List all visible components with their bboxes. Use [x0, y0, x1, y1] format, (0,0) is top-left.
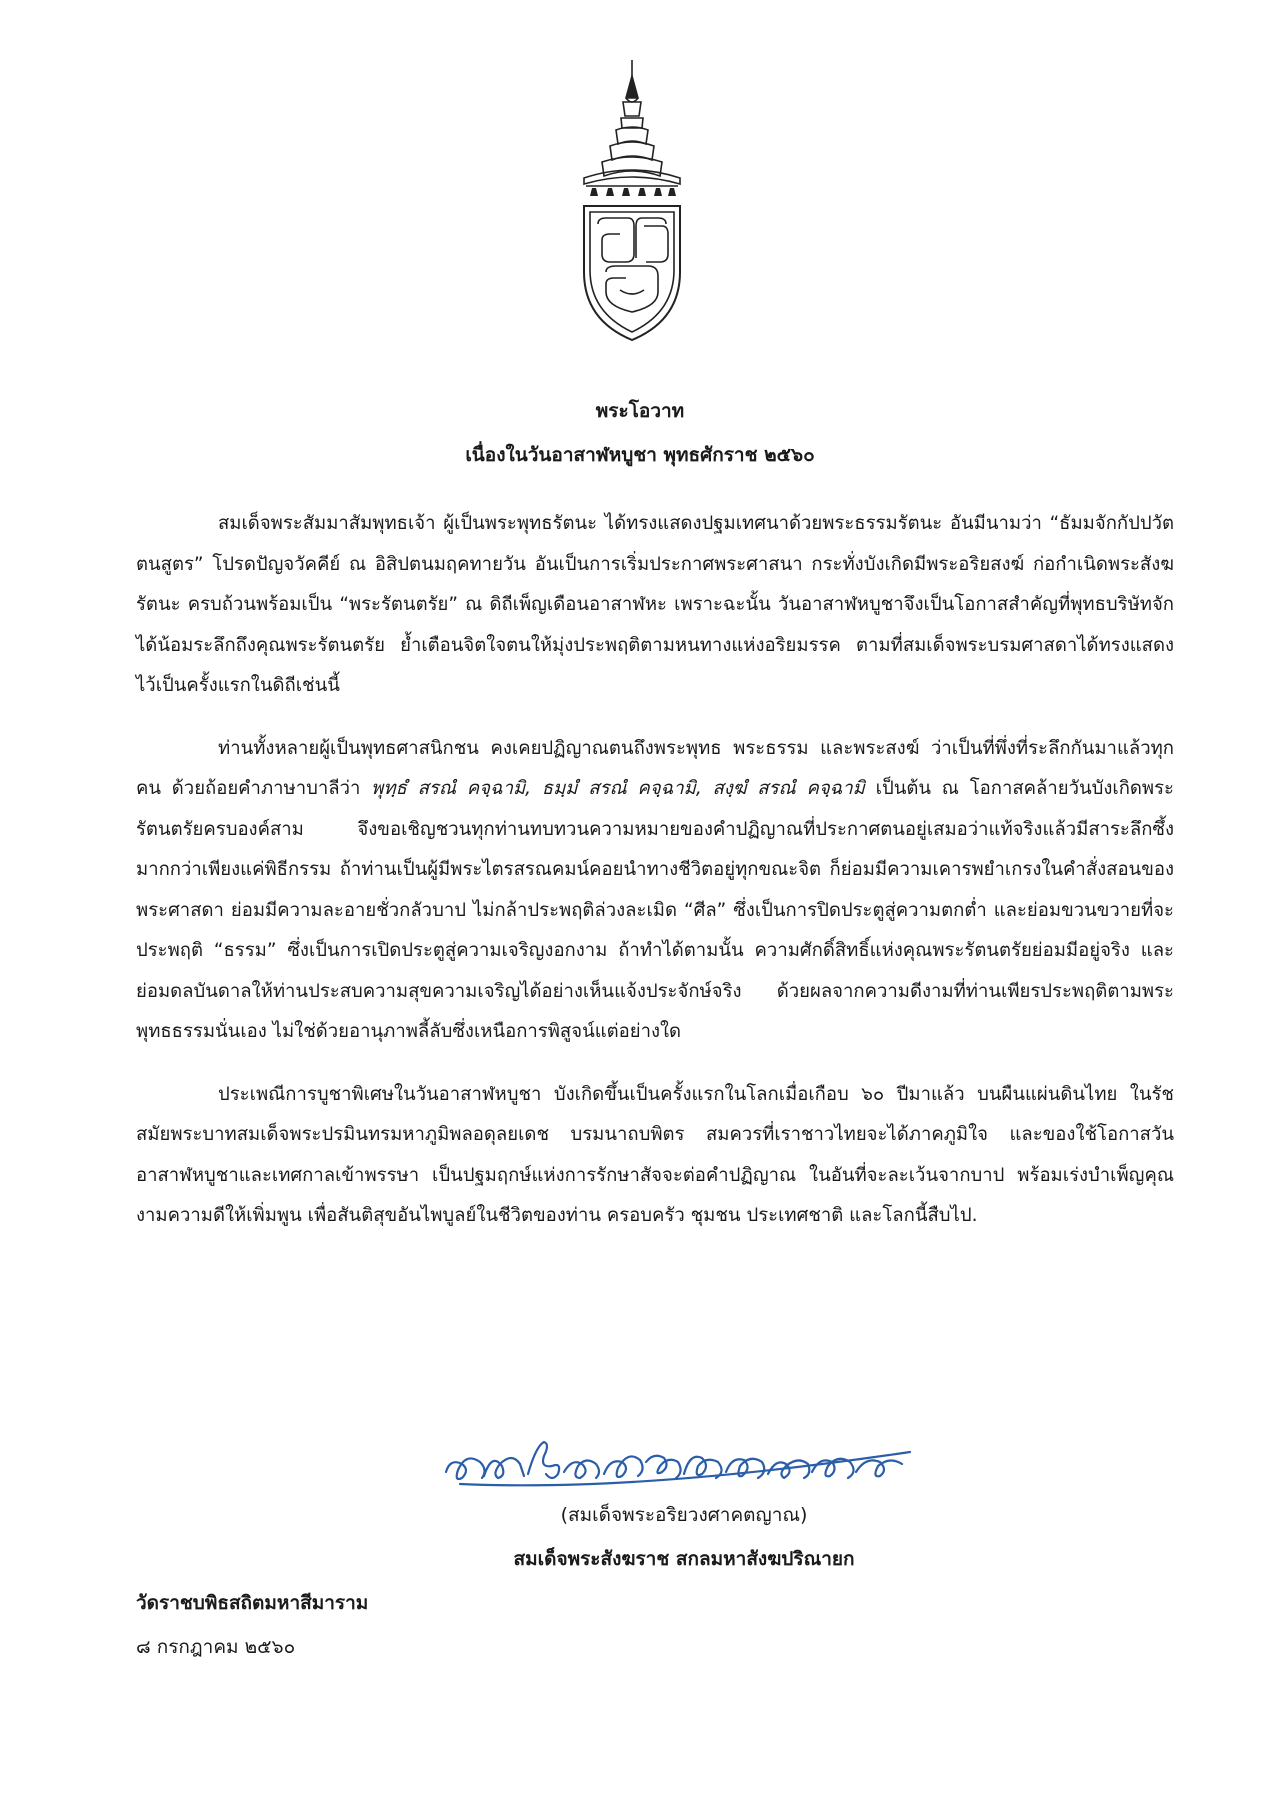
letter-body [136, 504, 1174, 1259]
paragraph-1 [136, 504, 1174, 707]
signer-title: สมเด็จพระสังฆราช สกลมหาสังฆปริณายก [513, 1548, 855, 1570]
paragraph-2-text-b: เป็นต้น ณ โอกาสคล้ายวันบังเกิดพระรัตนตรัยครบองค์สาม จึงขอเชิญชวนทุกท่านทบทวนความหมายของคำปฏิญาณที่ประกาศตนอยู่เสมอว่าแท้จริงแล้วมีสาระลึกซึ้งมากกว่าเพียงแค่พิธีกรรม ถ้าท่านเป็นผู้มีพระไตรสรณคมน์คอยนำทางชีวิตอยู่ทุกขณะจิต ก็ย่อมมีความเคารพยำเกรงในคำสั่งสอนของพระศาสดา ย่อมมีความละอายชั่วกลัวบาป ไม่กล้าประพฤติล่วงละเมิด “ศีล” ซึ่งเป็นการปิดประตูสู่ความตกต่ำ และย่อมขวนขวายที่จะประพฤติ “ธรรม” ซึ่งเป็นการเปิดประตูสู่ความเจริญงอกงาม ถ้าทำได้ตามนั้น ความศักดิ์สิทธิ์แห่งคุณพระรัตนตรัยย่อมมีอยู่จริง และย่อมดลบันดาลให้ท่านประสบความสุขความเจริญได้อย่างเห็นแจ้งประจักษ์จริง ด้วยผลจากความดีงามที่ท่านเพียรประพฤติตามพระพุทธธรรมนั่นเอง ไม่ใช่ด้วยอานุภาพลี้ลับซึ่งเหนือการพิสูจน์แต่อย่างใด [136, 778, 1174, 1042]
document-date: ๘ กรกฎาคม ๒๕๖๐ [136, 1636, 296, 1658]
paragraph-1-text: สมเด็จพระสัมมาสัมพุทธเจ้า ผู้เป็นพระพุทธรัตนะ ได้ทรงแสดงปฐมเทศนาด้วยพระธรรมรัตนะ อันมีนามว่า “ธัมมจักกัปปวัตตนสูตร” โปรดปัญจวัคคีย์ ณ อิสิปตนมฤคทายวัน อันเป็นการเริ่มประกาศพระศาสนา กระทั่งบังเกิดมีพระอริยสงฆ์ ก่อกำเนิดพระสังฆรัตนะ ครบถ้วนพร้อมเป็น “พระรัตนตรัย” ณ ดิถีเพ็ญเดือนอาสาฬหะ เพราะฉะนั้น วันอาสาฬหบูชาจึงเป็นโอกาสสำคัญที่พุทธบริษัทจักได้น้อมระลึกถึงคุณพระรัตนตรัย ย้ำเตือนจิตใจตนให้มุ่งประพฤติตามหนทางแห่งอริยมรรค ตามที่สมเด็จพระบรมศาสดาได้ทรงแสดงไว้เป็นครั้งแรกในดิถีเช่นนี้ [136, 513, 1174, 696]
royal-emblem-icon [576, 58, 688, 342]
paragraph-3-text: ประเพณีการบูชาพิเศษในวันอาสาฬหบูชา บังเกิดขึ้นเป็นครั้งแรกในโลกเมื่อเกือบ ๖๐ ปีมาแล้ว บนผืนแผ่นดินไทย ในรัชสมัยพระบาทสมเด็จพระปรมินทรมหาภูมิพลอดุลยเดช บรมนาถบพิตร สมควรที่เราชาวไทยจะได้ภาคภูมิใจ และของใช้โอกาสวันอาสาฬหบูชาและเทศกาลเข้าพรรษา เป็นปฐมฤกษ์แห่งการรักษาสัจจะต่อคำปฏิญาณ ในอันที่จะละเว้นจากบาป พร้อมเร่งบำเพ็ญคุณงามความดีให้เพิ่มพูน เพื่อสันติสุขอันไพบูลย์ในชีวิตของท่าน ครอบครัว ชุมชน ประเทศชาติ และโลกนี้สืบไป. [136, 1083, 1174, 1226]
pali-refuge-phrase: พุทฺธํ สรณํ คจฺฉามิ, ธมฺมํ สรณํ คจฺฉามิ, สงฺฆํ สรณํ คจฺฉามิ [371, 778, 865, 799]
document-subtitle: เนื่องในวันอาสาฬหบูชา พุทธศักราช ๒๕๖๐ [465, 444, 815, 466]
paragraph-2-text-a: ท่านทั้งหลายผู้เป็นพุทธศาสนิกชน คงเคยปฏิญาณตนถึงพระพุทธ พระธรรม และพระสงฆ์ ว่าเป็นที่พึ่งที่ระลึกกันมาแล้วทุกคน ด้วยถ้อยคำภาษาบาลีว่า [136, 737, 1174, 799]
paragraph-2 [136, 729, 1174, 1053]
paragraph-3 [136, 1075, 1174, 1237]
document-title: พระโอวาท [595, 400, 685, 422]
place-name: วัดราชบพิธสถิตมหาสีมาราม [136, 1592, 369, 1614]
signer-name: (สมเด็จพระอริยวงศาคตญาณ) [560, 1504, 808, 1526]
handwritten-signature [440, 1422, 920, 1500]
